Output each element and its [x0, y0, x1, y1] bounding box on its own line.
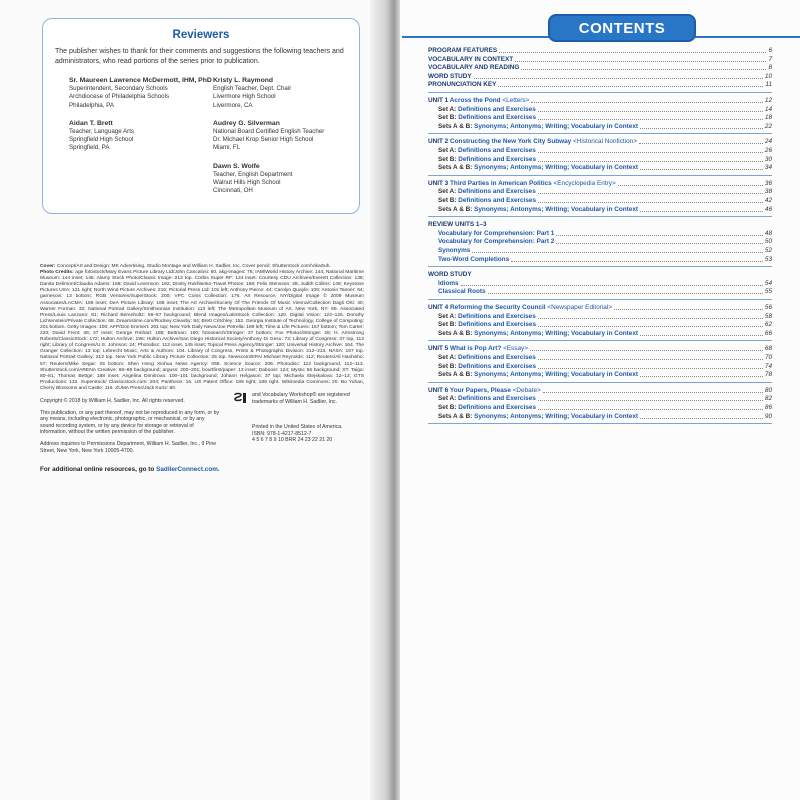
unit-title: Across the Pond — [449, 97, 501, 104]
set-text: Synonyms; Antonyms; Writing; Vocabulary in Context — [474, 371, 639, 379]
set-text: Definitions and Exercises — [458, 147, 536, 154]
page-number: 34 — [764, 164, 772, 172]
reviewers-right-column — [213, 77, 358, 205]
page-number: 10 — [764, 72, 772, 80]
reviewer-name: Dawn S. Wolfe — [213, 162, 260, 170]
page-number: 42 — [764, 197, 772, 204]
reviewer-name: Audrey G. Silverman — [213, 119, 280, 127]
set-label: Set A: — [438, 312, 457, 320]
left-page — [0, 0, 388, 800]
leader-dots — [538, 193, 763, 194]
front-item-label: VOCABULARY IN CONTEXT — [428, 55, 514, 63]
word-study-item-label: Idioms — [438, 279, 459, 287]
set-label: Set B: — [438, 114, 457, 122]
set-text: Definitions and Exercises — [458, 404, 537, 411]
toc-front-item-label — [428, 80, 496, 89]
leader-dots — [530, 350, 763, 351]
reviewer-line: Superintendent, Secondary Schools — [69, 85, 168, 93]
leader-dots — [531, 102, 763, 103]
set-label: Set A: — [438, 105, 457, 113]
leader-dots — [640, 376, 763, 377]
leader-dots — [498, 86, 763, 87]
online-resources — [40, 466, 360, 473]
set-label: Set A: — [438, 147, 457, 154]
toc-set[interactable] — [428, 329, 772, 338]
review-item-label: Vocabulary for Comprehension: Part 1 — [438, 229, 555, 237]
reviewers-box — [42, 18, 360, 214]
toc-set-label — [438, 163, 638, 172]
leader-dots — [640, 169, 763, 170]
section-divider — [428, 92, 772, 93]
reviewer-line: Archdiocese of Philadelphia Schools — [69, 93, 170, 101]
unit-title: Constructing the New York City Subway — [450, 138, 572, 146]
set-text: Definitions and Exercises — [458, 114, 537, 122]
leader-dots — [488, 293, 763, 294]
page-number: 36 — [764, 179, 772, 187]
cover-label: Cover: — [40, 264, 56, 269]
toc-set-label — [438, 122, 638, 131]
reviewer-line: Livermore High School — [213, 93, 276, 101]
set-label: Set B: — [438, 404, 457, 411]
photo-credits-text: age fotostock/Mary Evans Picture Library Ltd/John Cancalosi: 60. akg-images: 76; IAM/World History Archive: 144; National Maritime Museum: 144 inset; 145. Alamy Stock Photo/Classic Image: 212 top. Corbis Super RF: 124 inset. Courtesy CDU Archives/Everett Collection: 136; Danita Delimont/Claudia Adams: 168; David Levenson: 192; Dmitry Rukhlenko-Travel Photos: 168; Felix Stensson: 38; Judith Collins: 148; Keystone Pictures USA: 121 right; North Wind Picture Archives: 216; Pictorial Press Ltd: 101 left; Anthony Pierce: 44; Carolyn Quayle: 106; Antonio Tanner: 64; garnesovi: 13 bottom; RGB Ventures/SuperStock: 200; VPC Coins Collection: 176. Art Resource, NY/Digital Image © 2009 Museum Associates/LACMA: 169 inset; DeA Picture Library: 168 inset; The Art Archive/Society Of The Friends Of Music Vienna/Collection Dagli Orti: 40; Warner Forman: 32; National Portrait Gallery/Smithsonian Institution: 113 left; The Metropolitan Museum of Art, New York, NY: 69. Associated Press/Louis Lanzano: 81; Richard Berenholtz: 56–57 background; Blend Images/LatinStock Collection: 120. Digital Vision: 124–125. Dorothy Lichtenstein/Private Collection: 68. Dreamstime.com/Rodney Cleasby: 84; Brett Critchley: 152. Georgia Institute of Technology, College of Computing: 201 bottom. Getty Images: 100; AFP/Don Emmert: 201 top; New York Daily News/Joe Petrella: 189 left; Time & Life Pictures: 157 bottom; Tom Carter: 220; David Frent: 36; 37 inset; George Rinhart: 188; Bettman: 160; fotosearch/Stringer: 37 bottom; Fox Photos/Stringer: 28; H. Armstrong Roberts/ClassicStock: 172; Hulton Archive: 196; Hulton Archive/San Diego Historical Society/Anthony Di Gesu: 72; Library of Congress: 37 top, 113 right; Library of Congress/U.S. Johnson: 24; Photodisc: 113 inset, 145 inset; Topical Press Agency/Stringer: 120; Universal History Archive: 164. The Granger Collection: 13 top; Lebrecht Music, Arts & Authors: 104. Library of Congress, Prints & Photographs Division: 212–213. NASA: 157 top. National Portrait Gallery: 213 top. New York Public Library Picture Collection: 25 top. Newscom/EPA/ Michael Reynolds: 112; Reuters/Ali Hashisho: 57; Reuters/Mike Segar: 25 bottom; Shen Hong Xinhua News Agency: 056. Science Source: 208. Photodisc: 112 background, 112–113. Shutterstock.com/ARENA Creative: 68–69 background; arguss: 200–201; bourtfirst/paper: 13 inset; Daboost: 124; Mystic 56 background; ST. Taiga: 80–81; Thomas Bettge: 188 inset; Angelina Dimitrova: 100–101 background; Johann Helgason: 37 top; Michaela Stejskalova: 12–13; GTS Productions: 132. Superstock/ Classicstock.com: 204; Pantheon: 16. US Patent Office: 189 right; 189 right. Wikimedia Commons: 20. Bo Yuhan, Cherry Blossoms and Castle: 116. ZUMA Press/Jack Kurtz: 80. — [40, 270, 364, 391]
section-divider — [428, 299, 772, 300]
section-divider — [428, 340, 772, 341]
toc-front-item[interactable] — [428, 80, 772, 89]
unit-genre: <Newspaper Editorial> — [547, 304, 612, 311]
page-number: 12 — [764, 97, 772, 104]
set-text: Synonyms; Antonyms; Writing; Vocabulary in Context — [474, 122, 639, 130]
reviewer-line: Miami, FL — [213, 144, 241, 152]
set-label: Set A: — [438, 354, 457, 361]
leader-dots — [515, 61, 766, 62]
page-number: 7 — [768, 55, 772, 63]
leader-dots — [538, 400, 763, 401]
copyright-address: Address inquiries to Permissions Department, William H. Sadlier, Inc., 9 Pine Street, New York, New York 10005-4700. — [40, 440, 217, 454]
page-number: 90 — [764, 412, 772, 420]
leader-dots — [543, 392, 763, 393]
page-number: 14 — [764, 105, 772, 113]
reviewer-line: National Board Certified English Teacher — [213, 128, 325, 136]
unit-genre: <Debate> — [512, 386, 541, 394]
reviewer-name: Aidan T. Brett — [69, 119, 113, 127]
reviewer-line: Teacher, English Department — [213, 170, 293, 178]
reviewer-line: Philadelphia, PA — [69, 101, 114, 109]
reviewer — [69, 120, 219, 153]
leader-dots — [640, 128, 763, 129]
toc-set[interactable] — [428, 205, 772, 214]
set-label: Set A: — [438, 395, 457, 403]
reviewer-line: English Teacher, Dept. Chair — [213, 85, 292, 93]
reviewer-line: Springfield, PA — [69, 144, 110, 152]
reviewer-line: Livermore, CA — [213, 101, 253, 109]
page-number: 30 — [764, 155, 772, 163]
section-divider — [428, 382, 772, 383]
unit-number: UNIT 3 — [428, 179, 449, 187]
online-text: For additional online resources, go to — [40, 466, 157, 473]
unit-title: Reforming the Security Council — [450, 304, 546, 311]
leader-dots — [538, 119, 763, 120]
unit-number: UNIT 2 — [428, 138, 449, 146]
set-label: Sets A & B: — [438, 164, 473, 172]
leader-dots — [618, 185, 763, 186]
review-item-label: Two-Word Completions — [438, 255, 510, 263]
leader-dots — [511, 261, 763, 262]
leader-dots — [499, 52, 766, 53]
leader-dots — [474, 78, 763, 79]
review-item-label: Vocabulary for Comprehension: Part 2 — [438, 238, 555, 246]
page-number: 86 — [764, 404, 772, 411]
set-text: Definitions and Exercises — [458, 354, 536, 361]
page-number: 50 — [764, 238, 772, 246]
set-text: Definitions and Exercises — [458, 362, 537, 370]
section-divider — [428, 266, 772, 267]
page-number: 8 — [768, 64, 772, 72]
leader-dots — [538, 359, 763, 360]
front-item-label: VOCABULARY AND READING — [428, 64, 520, 72]
trademark-text: and Vocabulary Workshop® are registered trademarks of William H. Sadlier, Inc. — [252, 392, 350, 405]
set-text: Definitions and Exercises — [458, 105, 536, 113]
page-number: 80 — [764, 386, 772, 394]
page-number: 62 — [764, 321, 772, 329]
leader-dots — [640, 211, 763, 212]
copyright-line: Copyright © 2018 by William H. Sadlier, Inc. All rights reserved. — [40, 398, 185, 404]
toc-set[interactable] — [428, 163, 772, 172]
page-number: 74 — [764, 362, 772, 370]
set-label: Set B: — [438, 155, 457, 163]
unit-genre: <Letters> — [502, 97, 530, 104]
page-number: 58 — [764, 312, 772, 320]
reviewer-line: Springfield High School — [69, 136, 134, 144]
page-number: 53 — [764, 255, 772, 263]
toc-set-label — [438, 370, 638, 379]
page-number: 54 — [764, 279, 772, 287]
front-item-label: PRONUNCIATION KEY — [428, 81, 497, 89]
word-study-item-label: Classical Roots — [438, 288, 486, 296]
set-label: Set B: — [438, 197, 457, 204]
sadlier-logo-icon — [232, 392, 248, 404]
review-item-label: Synonyms — [438, 247, 471, 254]
set-text: Definitions and Exercises — [458, 395, 536, 403]
toc-review-item-label — [438, 255, 509, 264]
page-number: 24 — [764, 138, 772, 146]
toc-set[interactable] — [428, 370, 772, 379]
section-divider — [428, 423, 772, 424]
leader-dots — [538, 111, 763, 112]
unit-genre: <Encyclopedia Entry> — [553, 179, 616, 187]
page-number: 78 — [764, 371, 772, 379]
set-text: Synonyms; Antonyms; Writing; Vocabulary in Context — [474, 164, 639, 172]
set-label: Set B: — [438, 321, 457, 329]
online-site-link[interactable]: SadlierConnect.com. — [156, 466, 220, 473]
toc-set[interactable] — [428, 412, 772, 421]
set-text: Definitions and Exercises — [458, 188, 536, 196]
toc-set-label — [438, 205, 638, 214]
front-item-label: WORD STUDY — [428, 72, 472, 80]
section-divider — [428, 175, 772, 176]
toc-word-study-heading-label: WORD STUDY — [428, 271, 472, 279]
set-text: Definitions and Exercises — [458, 321, 537, 329]
photo-credits-label: Photo Credits: — [40, 270, 74, 276]
unit-number: UNIT 6 — [428, 386, 449, 394]
leader-dots — [640, 335, 763, 336]
set-label: Sets A & B: — [438, 412, 473, 420]
toc-word-study-item-label — [438, 287, 486, 296]
page-number: 6 — [768, 47, 772, 54]
leader-dots — [538, 318, 763, 319]
leader-dots — [472, 252, 763, 253]
photo-credits — [40, 264, 364, 392]
set-label: Set B: — [438, 362, 457, 370]
leader-dots — [538, 202, 763, 203]
leader-dots — [614, 309, 763, 310]
reviewers-left-column — [69, 77, 219, 163]
toc-set-label — [438, 412, 638, 421]
page-number: 22 — [764, 122, 772, 130]
unit-number: UNIT 4 — [428, 304, 449, 311]
leader-dots — [538, 409, 763, 410]
reviewer-line: Walnut Hills High School — [213, 179, 281, 187]
set-text: Definitions and Exercises — [458, 197, 537, 204]
reviewer-line: Teacher, Language Arts — [69, 128, 135, 136]
copyright-block — [40, 398, 220, 459]
toc-set-label — [438, 329, 638, 338]
toc-word-study-item[interactable] — [428, 287, 772, 296]
toc-review-heading-label: REVIEW UNITS 1–3 — [428, 221, 487, 229]
leader-dots — [521, 69, 766, 70]
page-number: 52 — [764, 247, 772, 254]
leader-dots — [639, 143, 763, 144]
printed-in: Printed in the United States of America. — [252, 424, 343, 430]
page-number: 18 — [764, 114, 772, 122]
leader-dots — [640, 418, 763, 419]
set-label: Sets A & B: — [438, 329, 473, 337]
leader-dots — [538, 161, 763, 162]
unit-title: What is Pop Art? — [450, 345, 502, 353]
page-number: 82 — [764, 395, 772, 403]
book-gutter — [370, 0, 400, 800]
leader-dots — [461, 285, 763, 286]
leader-dots — [556, 243, 763, 244]
toc-set[interactable] — [428, 122, 772, 131]
page-number: 26 — [764, 147, 772, 154]
page-number: 70 — [764, 354, 772, 361]
reviewer-name: Sr. Maureen Lawrence McDermott, IHM, PhD — [69, 77, 212, 84]
unit-number: UNIT 1 — [428, 97, 449, 104]
isbn: ISBN: 978-1-4217-8512-7 — [252, 430, 312, 437]
section-divider — [428, 133, 772, 134]
set-text: Synonyms; Antonyms; Writing; Vocabulary in Context — [474, 205, 639, 213]
contents-title: CONTENTS — [578, 20, 666, 37]
page-number: 68 — [764, 345, 772, 353]
reviewers-title: Reviewers — [172, 29, 230, 41]
reviewer-line: Cincinnati, OH — [213, 187, 253, 195]
page-number: 56 — [764, 304, 772, 311]
print-numbers: 4 5 6 7 8 9 10 BRR 24 23 22 21 20 — [252, 437, 333, 444]
unit-genre: <Historical Nonfiction> — [573, 138, 637, 146]
reviewer — [213, 163, 358, 196]
leader-dots — [556, 235, 763, 236]
reviewer — [213, 120, 358, 153]
set-text: Definitions and Exercises — [458, 155, 537, 163]
leader-dots — [538, 368, 763, 369]
reviewer-name: Kristy L. Raymond — [213, 77, 274, 84]
unit-genre: <Essay> — [503, 345, 528, 353]
leader-dots — [538, 326, 763, 327]
front-item-label: PROGRAM FEATURES — [428, 47, 498, 54]
contents-tab — [548, 14, 696, 42]
page-number: 55 — [764, 288, 772, 296]
print-info — [252, 424, 362, 444]
section-divider — [428, 216, 772, 217]
reviewer — [69, 77, 219, 110]
page-number: 46 — [764, 205, 772, 213]
reviewer — [213, 77, 358, 110]
set-text: Synonyms; Antonyms; Writing; Vocabulary in Context — [474, 329, 639, 337]
copyright-permission: This publication, or any part thereof, may not be reproduced in any form, or by any means, including electronic, photographic, or mechanical, or by any sound recording system, or by any device for storage or retrieval of information, without the written permission of the publisher. — [40, 409, 220, 436]
toc-review-item[interactable] — [428, 255, 772, 264]
set-label: Set A: — [438, 188, 457, 196]
set-text: Definitions and Exercises — [458, 312, 536, 320]
cover-text: Concept/Art and Design: MK Advertising, Studio Montage and William H. Sadlier, Inc. Cover pencil: Shutterstock.com/VikaSuh. — [55, 264, 331, 269]
page-number: 11 — [765, 81, 772, 89]
page-number: 66 — [764, 329, 772, 337]
set-text: Synonyms; Antonyms; Writing; Vocabulary in Context — [474, 412, 639, 420]
unit-number: UNIT 5 — [428, 345, 449, 353]
unit-title: Your Papers, Please — [449, 386, 511, 394]
page-number: 38 — [764, 188, 772, 196]
reviewers-intro: The publisher wishes to thank for their comments and suggestions the following teachers and administrators, who read portions of the series prior to publication. — [55, 48, 344, 65]
reviewer-line: Dr. Michael Krop Senior High School — [213, 136, 314, 144]
page-number: 48 — [764, 229, 772, 237]
unit-title: Third Parties in American Politics — [450, 179, 552, 187]
leader-dots — [538, 152, 763, 153]
set-label: Sets A & B: — [438, 205, 473, 213]
set-label: Sets A & B: — [438, 371, 473, 379]
set-label: Sets A & B: — [438, 122, 473, 130]
